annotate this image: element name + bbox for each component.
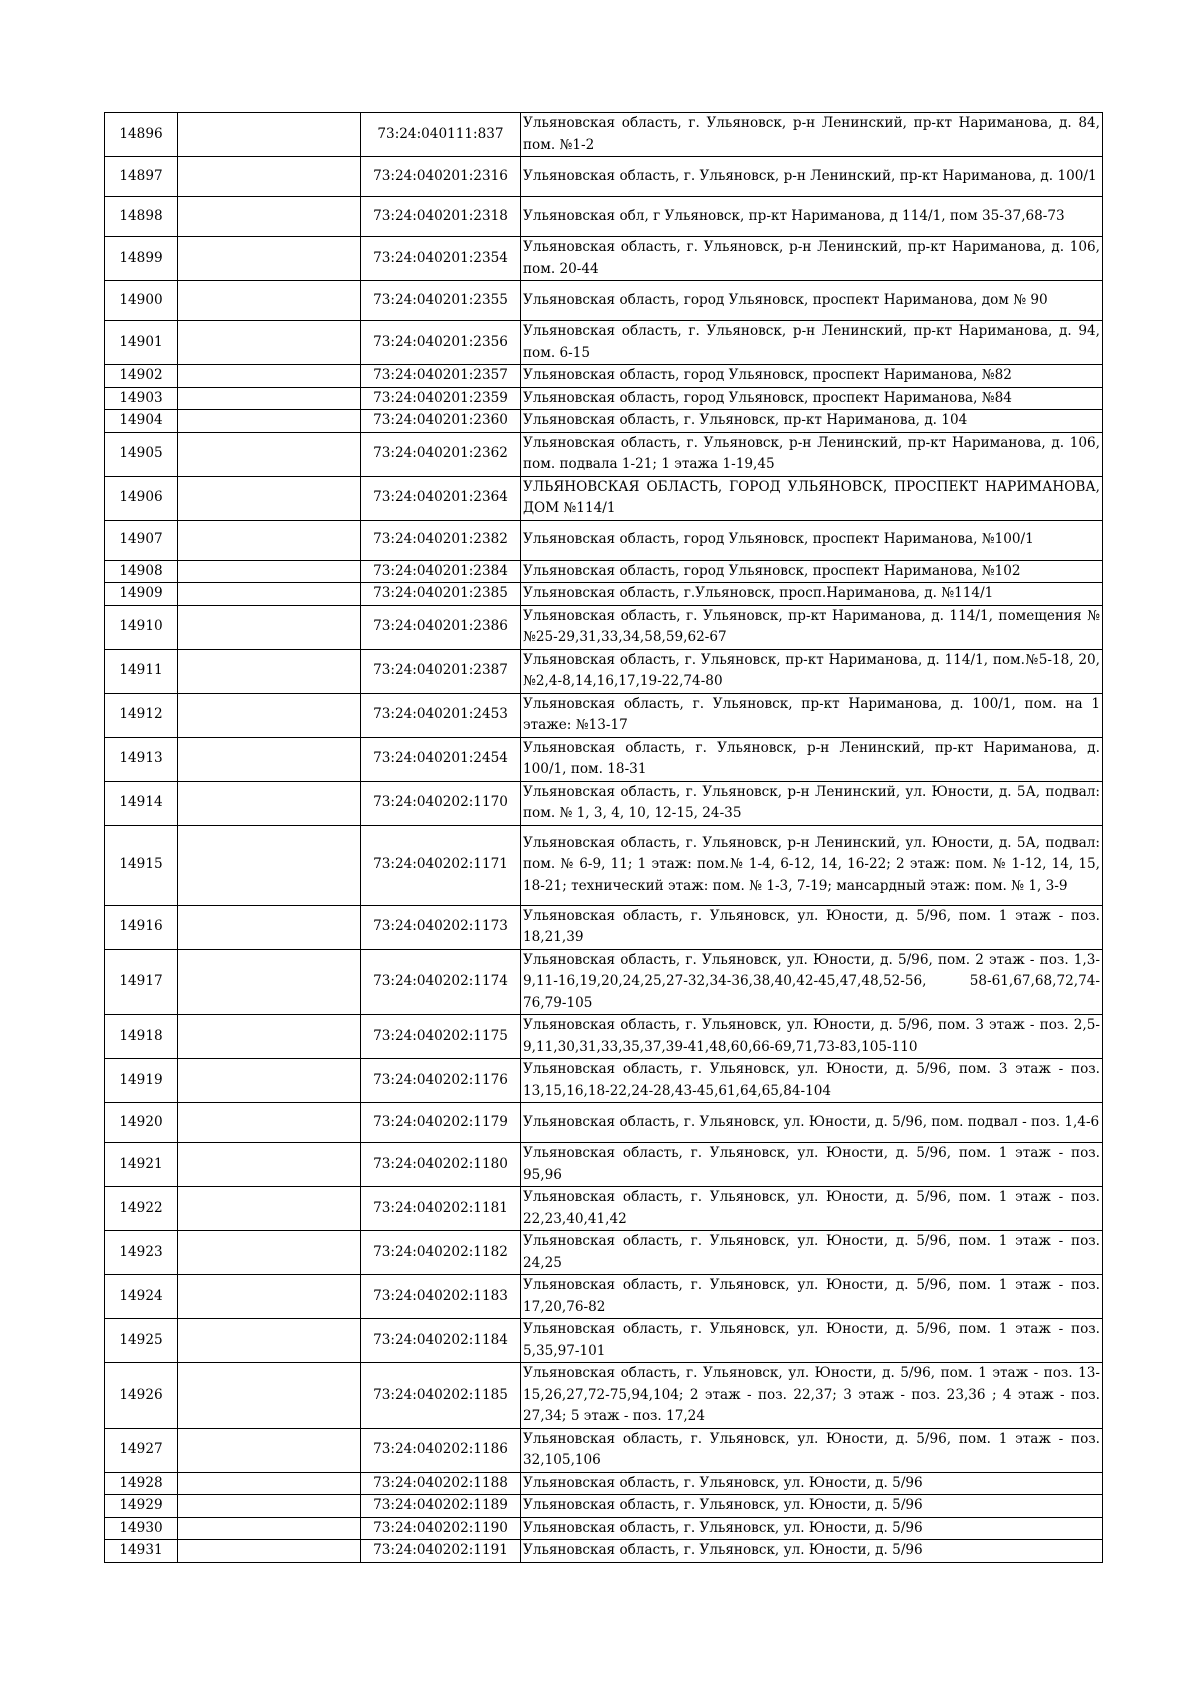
row-number: 14901: [105, 321, 178, 365]
empty-cell: [178, 520, 361, 560]
row-number: 14922: [105, 1187, 178, 1231]
cadastral-number: 73:24:040201:2454: [361, 737, 521, 781]
row-number: 14902: [105, 365, 178, 388]
cadastral-number: 73:24:040201:2354: [361, 237, 521, 281]
address-cell: Ульяновская обл, г Ульяновск, пр-кт Нариманова, д 114/1, пом 35-37,68-73: [521, 197, 1103, 237]
cadastral-number: 73:24:040202:1171: [361, 825, 521, 905]
empty-cell: [178, 1319, 361, 1363]
empty-cell: [178, 583, 361, 606]
table-row: [105, 1231, 1103, 1275]
table-row: [105, 693, 1103, 737]
row-number: 14923: [105, 1231, 178, 1275]
cadastral-number: 73:24:040202:1183: [361, 1275, 521, 1319]
address-cell: Ульяновская область, г. Ульяновск, ул. Юности, д. 5/96, пом. 1 этаж - поз. 18,21,39: [521, 905, 1103, 949]
address-cell: Ульяновская область, г. Ульяновск, пр-кт Нариманова, д. 104: [521, 410, 1103, 433]
row-number: 14930: [105, 1517, 178, 1540]
cadastral-number: 73:24:040201:2387: [361, 649, 521, 693]
cadastral-number: 73:24:040202:1175: [361, 1015, 521, 1059]
address-cell: Ульяновская область, г. Ульяновск, ул. Юности, д. 5/96, пом. 1 этаж - поз. 13-15,26,27,72-75,94,104; 2 этаж - поз. 22,37; 3 этаж - поз. 23,36 ; 4 этаж - поз. 27,34; 5 этаж - поз. 17,24: [521, 1363, 1103, 1429]
cadastral-number: 73:24:040201:2318: [361, 197, 521, 237]
empty-cell: [178, 1059, 361, 1103]
address-cell: Ульяновская область, г. Ульяновск, р-н Ленинский, пр-кт Нариманова, д. 84, пом. №1-2: [521, 113, 1103, 157]
row-number: 14917: [105, 949, 178, 1015]
address-cell: Ульяновская область, г. Ульяновск, ул. Юности, д. 5/96, пом. 1 этаж - поз. 95,96: [521, 1143, 1103, 1187]
table-row: [105, 321, 1103, 365]
address-cell: Ульяновская область, город Ульяновск, проспект Нариманова, №84: [521, 387, 1103, 410]
table-row: [105, 560, 1103, 583]
address-cell: Ульяновская область, г. Ульяновск, ул. Юности, д. 5/96, пом. 1 этаж - поз. 17,20,76-82: [521, 1275, 1103, 1319]
table-row: [105, 905, 1103, 949]
row-number: 14915: [105, 825, 178, 905]
cadastral-number: 73:24:040201:2359: [361, 387, 521, 410]
empty-cell: [178, 1275, 361, 1319]
empty-cell: [178, 197, 361, 237]
empty-cell: [178, 432, 361, 476]
table-row: [105, 1517, 1103, 1540]
empty-cell: [178, 365, 361, 388]
row-number: 14931: [105, 1540, 178, 1563]
address-cell: Ульяновская область, г. Ульяновск, ул. Юности, д. 5/96: [521, 1540, 1103, 1563]
row-number: 14918: [105, 1015, 178, 1059]
empty-cell: [178, 410, 361, 433]
empty-cell: [178, 737, 361, 781]
empty-cell: [178, 905, 361, 949]
cadastral-number: 73:24:040201:2453: [361, 693, 521, 737]
empty-cell: [178, 560, 361, 583]
empty-cell: [178, 1495, 361, 1518]
address-cell: Ульяновская область, г. Ульяновск, р-н Ленинский, пр-кт Нариманова, д. 106, пом. 20-44: [521, 237, 1103, 281]
address-cell: Ульяновская область, г.Ульяновск, просп.Нариманова, д. №114/1: [521, 583, 1103, 606]
empty-cell: [178, 649, 361, 693]
cadastral-number: 73:24:040201:2356: [361, 321, 521, 365]
table-row: [105, 281, 1103, 321]
table-row: [105, 1495, 1103, 1518]
cadastral-number: 73:24:040201:2360: [361, 410, 521, 433]
empty-cell: [178, 1143, 361, 1187]
row-number: 14926: [105, 1363, 178, 1429]
row-number: 14897: [105, 157, 178, 197]
table-row: [105, 949, 1103, 1015]
registry-table-body: [105, 113, 1103, 1563]
address-cell: Ульяновская область, г. Ульяновск, ул. Юности, д. 5/96, пом. 1 этаж - поз. 32,105,106: [521, 1428, 1103, 1472]
empty-cell: [178, 476, 361, 520]
empty-cell: [178, 237, 361, 281]
empty-cell: [178, 321, 361, 365]
empty-cell: [178, 781, 361, 825]
table-row: [105, 649, 1103, 693]
row-number: 14911: [105, 649, 178, 693]
cadastral-number: 73:24:040202:1191: [361, 1540, 521, 1563]
cadastral-number: 73:24:040201:2355: [361, 281, 521, 321]
empty-cell: [178, 1428, 361, 1472]
empty-cell: [178, 113, 361, 157]
table-row: [105, 476, 1103, 520]
address-cell: Ульяновская область, г. Ульяновск, ул. Юности, д. 5/96, пом. 1 этаж - поз. 24,25: [521, 1231, 1103, 1275]
row-number: 14920: [105, 1103, 178, 1143]
table-row: [105, 1472, 1103, 1495]
empty-cell: [178, 605, 361, 649]
empty-cell: [178, 281, 361, 321]
cadastral-number: 73:24:040202:1186: [361, 1428, 521, 1472]
cadastral-number: 73:24:040201:2357: [361, 365, 521, 388]
table-row: [105, 781, 1103, 825]
table-row: [105, 1103, 1103, 1143]
address-cell: Ульяновская область, г. Ульяновск, ул. Юности, д. 5/96, пом. 2 этаж - поз. 1,3-9,11-16,19,20,24,25,27-32,34-36,38,40,42-45,47,48,52-56, 58-61,67,68,72,74-76,79-105: [521, 949, 1103, 1015]
table-row: [105, 113, 1103, 157]
address-cell: Ульяновская область, г. Ульяновск, пр-кт Нариманова, д. 114/1, пом.№5-18, 20, №2,4-8,14,16,17,19-22,74-80: [521, 649, 1103, 693]
address-cell: Ульяновская область, г. Ульяновск, р-н Ленинский, пр-кт Нариманова, д. 100/1: [521, 157, 1103, 197]
row-number: 14914: [105, 781, 178, 825]
empty-cell: [178, 1187, 361, 1231]
table-row: [105, 1059, 1103, 1103]
row-number: 14899: [105, 237, 178, 281]
empty-cell: [178, 387, 361, 410]
address-cell: Ульяновская область, г. Ульяновск, пр-кт Нариманова, д. 100/1, пом. на 1 этаже: №13-17: [521, 693, 1103, 737]
address-cell: Ульяновская область, г. Ульяновск, ул. Юности, д. 5/96, пом. подвал - поз. 1,4-6: [521, 1103, 1103, 1143]
row-number: 14912: [105, 693, 178, 737]
address-cell: Ульяновская область, г. Ульяновск, р-н Ленинский, пр-кт Нариманова, д. 94, пом. 6-15: [521, 321, 1103, 365]
table-row: [105, 1363, 1103, 1429]
table-row: [105, 410, 1103, 433]
row-number: 14896: [105, 113, 178, 157]
cadastral-number: 73:24:040201:2362: [361, 432, 521, 476]
table-row: [105, 1015, 1103, 1059]
empty-cell: [178, 1231, 361, 1275]
table-row: [105, 1275, 1103, 1319]
empty-cell: [178, 1540, 361, 1563]
table-row: [105, 197, 1103, 237]
table-row: [105, 737, 1103, 781]
row-number: 14904: [105, 410, 178, 433]
row-number: 14900: [105, 281, 178, 321]
empty-cell: [178, 1472, 361, 1495]
row-number: 14906: [105, 476, 178, 520]
row-number: 14925: [105, 1319, 178, 1363]
cadastral-number: 73:24:040201:2385: [361, 583, 521, 606]
cadastral-number: 73:24:040201:2364: [361, 476, 521, 520]
empty-cell: [178, 693, 361, 737]
row-number: 14927: [105, 1428, 178, 1472]
table-row: [105, 1540, 1103, 1563]
address-cell: Ульяновская область, г. Ульяновск, р-н Ленинский, ул. Юности, д. 5А, подвал: пом. № 1, 3, 4, 10, 12-15, 24-35: [521, 781, 1103, 825]
row-number: 14909: [105, 583, 178, 606]
cadastral-number: 73:24:040201:2384: [361, 560, 521, 583]
table-row: [105, 365, 1103, 388]
registry-table: [104, 112, 1103, 1563]
table-row: [105, 583, 1103, 606]
cadastral-number: 73:24:040111:837: [361, 113, 521, 157]
empty-cell: [178, 1015, 361, 1059]
row-number: 14919: [105, 1059, 178, 1103]
address-cell: Ульяновская область, г. Ульяновск, ул. Юности, д. 5/96: [521, 1472, 1103, 1495]
table-row: [105, 157, 1103, 197]
cadastral-number: 73:24:040202:1182: [361, 1231, 521, 1275]
address-cell: Ульяновская область, г. Ульяновск, ул. Юности, д. 5/96, пом. 3 этаж - поз. 2,5-9,11,30,31,33,35,37,39-41,48,60,66-69,71,73-83,105-110: [521, 1015, 1103, 1059]
address-cell: Ульяновская область, г. Ульяновск, ул. Юности, д. 5/96, пом. 3 этаж - поз. 13,15,16,18-22,24-28,43-45,61,64,65,84-104: [521, 1059, 1103, 1103]
table-row: [105, 237, 1103, 281]
address-cell: Ульяновская область, г. Ульяновск, пр-кт Нариманова, д. 114/1, помещения №№25-29,31,33,34,58,59,62-67: [521, 605, 1103, 649]
cadastral-number: 73:24:040202:1189: [361, 1495, 521, 1518]
table-row: [105, 605, 1103, 649]
row-number: 14898: [105, 197, 178, 237]
table-row: [105, 432, 1103, 476]
row-number: 14929: [105, 1495, 178, 1518]
cadastral-number: 73:24:040202:1170: [361, 781, 521, 825]
empty-cell: [178, 949, 361, 1015]
row-number: 14921: [105, 1143, 178, 1187]
cadastral-number: 73:24:040201:2386: [361, 605, 521, 649]
address-cell: УЛЬЯНОВСКАЯ ОБЛАСТЬ, ГОРОД УЛЬЯНОВСК, ПРОСПЕКТ НАРИМАНОВА, ДОМ №114/1: [521, 476, 1103, 520]
address-cell: Ульяновская область, г. Ульяновск, ул. Юности, д. 5/96: [521, 1517, 1103, 1540]
empty-cell: [178, 157, 361, 197]
cadastral-number: 73:24:040202:1176: [361, 1059, 521, 1103]
cadastral-number: 73:24:040202:1179: [361, 1103, 521, 1143]
empty-cell: [178, 1363, 361, 1429]
table-row: [105, 825, 1103, 905]
cadastral-number: 73:24:040202:1184: [361, 1319, 521, 1363]
table-row: [105, 1319, 1103, 1363]
table-row: [105, 1428, 1103, 1472]
cadastral-number: 73:24:040202:1180: [361, 1143, 521, 1187]
row-number: 14907: [105, 520, 178, 560]
row-number: 14928: [105, 1472, 178, 1495]
row-number: 14905: [105, 432, 178, 476]
cadastral-number: 73:24:040202:1185: [361, 1363, 521, 1429]
address-cell: Ульяновская область, город Ульяновск, проспект Нариманова, дом № 90: [521, 281, 1103, 321]
cadastral-number: 73:24:040201:2316: [361, 157, 521, 197]
address-cell: Ульяновская область, город Ульяновск, проспект Нариманова, №102: [521, 560, 1103, 583]
table-row: [105, 1187, 1103, 1231]
cadastral-number: 73:24:040201:2382: [361, 520, 521, 560]
cadastral-number: 73:24:040202:1188: [361, 1472, 521, 1495]
row-number: 14913: [105, 737, 178, 781]
table-row: [105, 387, 1103, 410]
row-number: 14916: [105, 905, 178, 949]
empty-cell: [178, 825, 361, 905]
cadastral-number: 73:24:040202:1181: [361, 1187, 521, 1231]
address-cell: Ульяновская область, город Ульяновск, проспект Нариманова, №82: [521, 365, 1103, 388]
address-cell: Ульяновская область, город Ульяновск, проспект Нариманова, №100/1: [521, 520, 1103, 560]
cadastral-number: 73:24:040202:1174: [361, 949, 521, 1015]
address-cell: Ульяновская область, г. Ульяновск, р-н Ленинский, пр-кт Нариманова, д. 100/1, пом. 18-31: [521, 737, 1103, 781]
address-cell: Ульяновская область, г. Ульяновск, ул. Юности, д. 5/96: [521, 1495, 1103, 1518]
cadastral-number: 73:24:040202:1190: [361, 1517, 521, 1540]
address-cell: Ульяновская область, г. Ульяновск, р-н Ленинский, ул. Юности, д. 5А, подвал: пом. № 6-9, 11; 1 этаж: пом.№ 1-4, 6-12, 14, 16-22; 2 этаж: пом. № 1-12, 14, 15, 18-21; технический этаж: пом. № 1-3, 7-19; мансардный этаж: пом. № 1, 3-9: [521, 825, 1103, 905]
empty-cell: [178, 1517, 361, 1540]
address-cell: Ульяновская область, г. Ульяновск, р-н Ленинский, пр-кт Нариманова, д. 106, пом. подвала 1-21; 1 этажа 1-19,45: [521, 432, 1103, 476]
table-row: [105, 1143, 1103, 1187]
row-number: 14903: [105, 387, 178, 410]
row-number: 14910: [105, 605, 178, 649]
address-cell: Ульяновская область, г. Ульяновск, ул. Юности, д. 5/96, пом. 1 этаж - поз. 22,23,40,41,42: [521, 1187, 1103, 1231]
row-number: 14908: [105, 560, 178, 583]
empty-cell: [178, 1103, 361, 1143]
address-cell: Ульяновская область, г. Ульяновск, ул. Юности, д. 5/96, пом. 1 этаж - поз. 5,35,97-101: [521, 1319, 1103, 1363]
cadastral-number: 73:24:040202:1173: [361, 905, 521, 949]
table-row: [105, 520, 1103, 560]
row-number: 14924: [105, 1275, 178, 1319]
